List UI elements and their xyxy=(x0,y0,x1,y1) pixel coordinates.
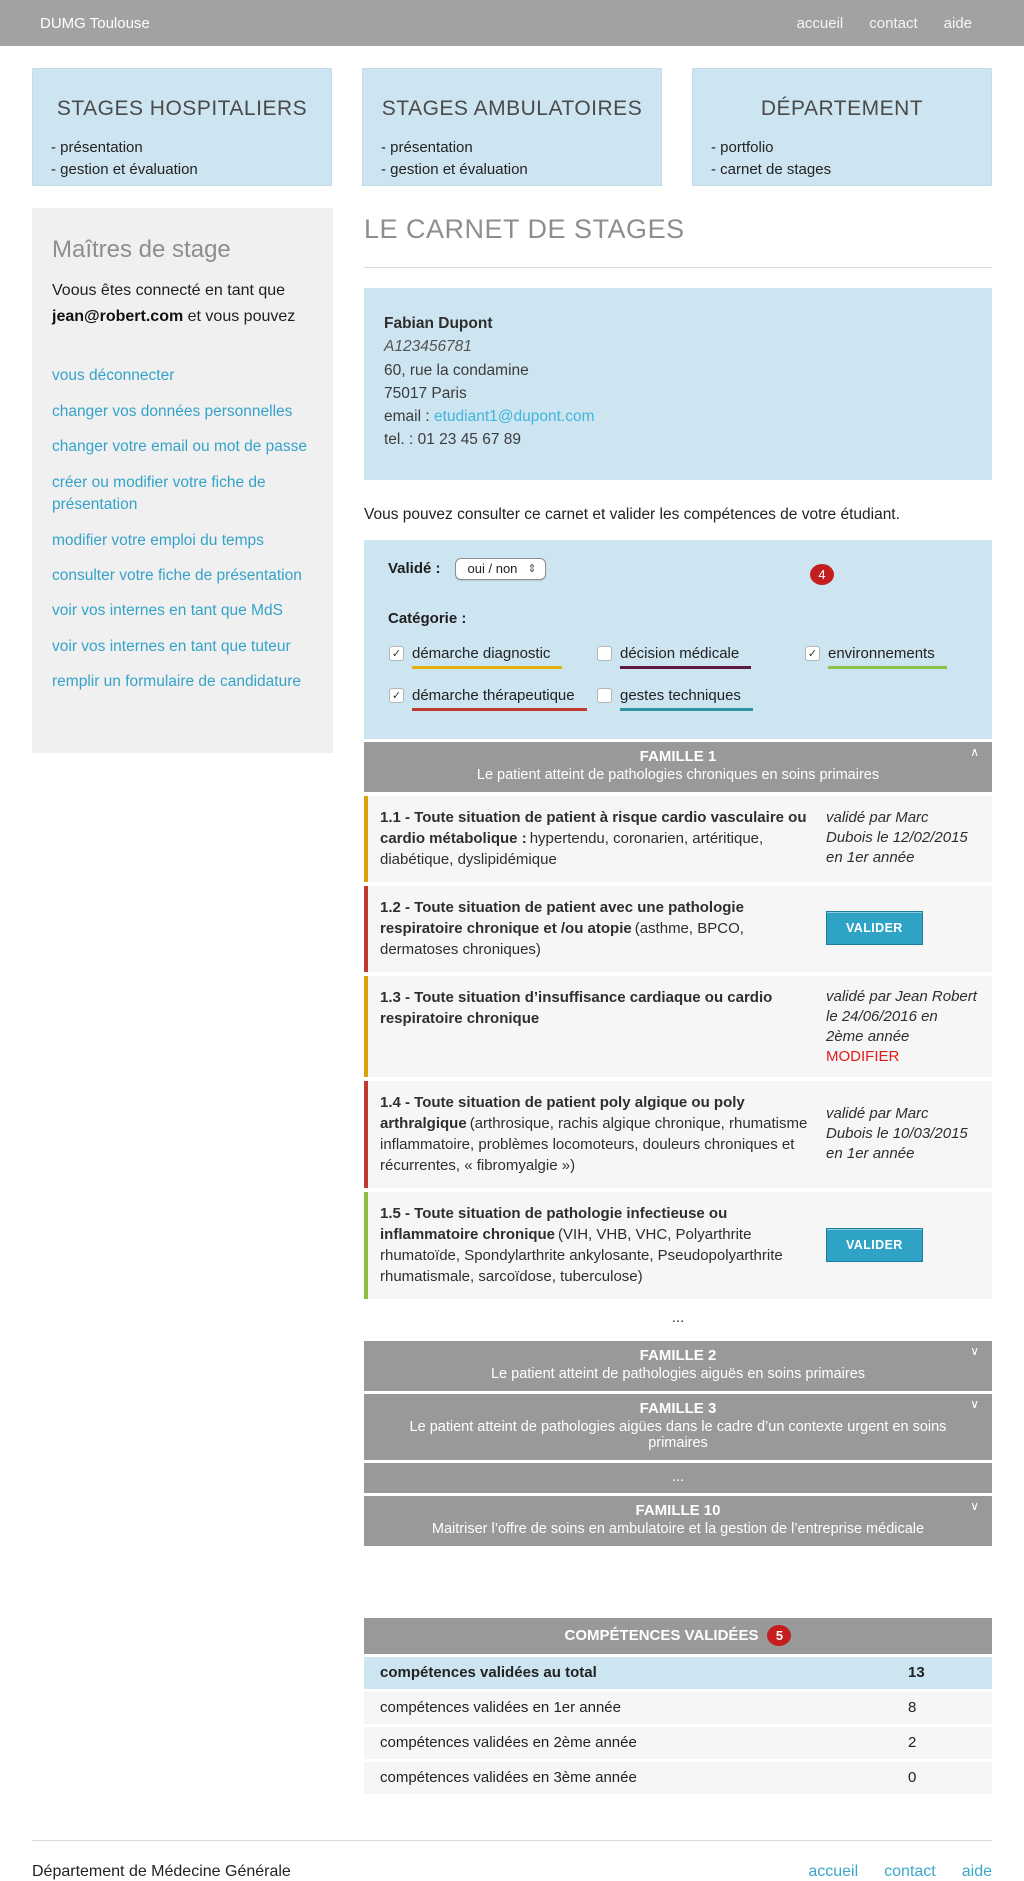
sidebar-links xyxy=(52,365,313,694)
competence-row-1-5 xyxy=(364,1192,992,1299)
nav-box-link-presentation[interactable]: - présentation xyxy=(381,139,473,156)
competence-title: 1.1 - Toute situation de patient à risque cardio vasculaire ou cardio métabolique : xyxy=(380,808,807,847)
famille-title: FAMILLE 3 xyxy=(639,1400,717,1418)
nav-box-link-presentation[interactable]: - présentation xyxy=(51,139,143,156)
categorie-label: Catégorie : xyxy=(388,609,467,627)
competence-title: 1.5 - Toute situation de pathologie infectieuse ou inflammatoire chronique xyxy=(380,1205,728,1244)
footer-nav-aide[interactable]: aide xyxy=(961,1863,992,1881)
student-id: A123456781 xyxy=(384,338,472,356)
category-label[interactable]: démarche thérapeutique xyxy=(412,687,587,711)
sidebar-title: Maîtres de stage xyxy=(52,236,231,263)
competence-row-1-1 xyxy=(364,796,992,882)
summary-row-3eme-annee xyxy=(364,1762,992,1794)
category-gestes-techniques xyxy=(597,687,805,711)
competence-detail: (arthrosique, rachis algique chronique, rhumatisme inflammatoire, problèmes locomoteurs, douleurs chroniques et récurrentes, « fibromyalgie ») xyxy=(380,1115,808,1175)
sidebar-link-formulaire-candidature[interactable]: remplir un formulaire de candidature xyxy=(52,673,301,691)
competence-row-1-3 xyxy=(364,976,992,1078)
category-label[interactable]: décision médicale xyxy=(620,645,751,669)
summary-row-value: 2 xyxy=(908,1734,917,1752)
competence-detail: (VIH, VHB, VHC, Polyarthrite rhumatoïde, Spondylarthrite ankylosante, Pseudopolyarthrite rhumatismale, sarcoïdose, tuberculose) xyxy=(380,1226,783,1286)
student-email-link[interactable]: etudiant1@dupont.com xyxy=(433,408,595,425)
nav-box-link-portfolio[interactable]: - portfolio xyxy=(711,139,774,156)
competence-title: 1.3 - Toute situation d’insuffisance cardiaque ou cardio respiratoire chronique xyxy=(380,988,773,1027)
page-footer xyxy=(0,1840,1024,1881)
summary-header-label: COMPÉTENCES VALIDÉES xyxy=(564,1627,759,1645)
summary-row-2eme-annee xyxy=(364,1727,992,1759)
summary-row-value: 8 xyxy=(908,1699,917,1717)
familles-ellipsis-bar: ... xyxy=(364,1463,992,1493)
student-info-card xyxy=(364,288,992,480)
sidebar-intro xyxy=(52,278,313,329)
nav-box-link-carnet[interactable]: - carnet de stages xyxy=(711,160,832,178)
summary-row-1er-annee xyxy=(364,1692,992,1724)
student-address-line2: 75017 Paris xyxy=(384,384,467,402)
famille-title: FAMILLE 10 xyxy=(635,1502,721,1520)
chevron-down-icon[interactable]: ∨ xyxy=(970,1344,979,1359)
student-name: Fabian Dupont xyxy=(384,315,493,332)
checkbox-demarche-diagnostic[interactable]: ✓ xyxy=(389,646,404,661)
category-environnements xyxy=(805,645,968,669)
famille-1-header[interactable] xyxy=(364,742,992,792)
competence-text xyxy=(380,897,812,960)
nav-box-title[interactable]: DÉPARTEMENT xyxy=(760,97,924,120)
nav-box-departement xyxy=(692,68,992,186)
sidebar-link-internes-tuteur[interactable]: voir vos internes en tant que tuteur xyxy=(52,637,291,655)
valide-label: Validé : xyxy=(388,560,441,577)
student-tel: tel. : 01 23 45 67 89 xyxy=(384,431,522,449)
summary-row-label: compétences validées au total xyxy=(380,1664,597,1682)
category-decision-medicale xyxy=(597,645,805,669)
famille-1-more-ellipsis: ... xyxy=(671,1309,685,1327)
filter-panel xyxy=(364,540,992,739)
summary-row-label: compétences validées en 1er année xyxy=(380,1699,621,1717)
student-email-label: email : xyxy=(384,408,434,425)
title-divider xyxy=(364,267,992,268)
nav-box-stages-ambulatoires xyxy=(362,68,662,186)
footer-department-text: Département de Médecine Générale xyxy=(32,1863,291,1881)
competence-text xyxy=(380,807,812,870)
sidebar-link-emploi-du-temps[interactable]: modifier votre emploi du temps xyxy=(52,531,264,549)
top-header-bar xyxy=(0,0,1024,46)
sidebar-link-fiche-presentation[interactable]: créer ou modifier votre fiche de présentation xyxy=(52,473,266,514)
top-nav xyxy=(797,15,972,32)
top-nav-accueil[interactable]: accueil xyxy=(796,14,844,32)
intro-paragraph: Vous pouvez consulter ce carnet et valider les compétences de votre étudiant. xyxy=(364,505,900,523)
sidebar-link-deconnecter[interactable]: vous déconnecter xyxy=(52,367,175,385)
competence-detail: hypertendu, coronarien, artéritique, diabétique, dyslipidémique xyxy=(380,829,764,868)
checkbox-gestes-techniques[interactable] xyxy=(597,688,612,703)
validation-status: validé par Marc Dubois le 10/03/2015 en 1er année xyxy=(826,1104,968,1163)
sidebar-link-internes-mds[interactable]: voir vos internes en tant que MdS xyxy=(52,602,283,620)
competence-text xyxy=(380,1092,812,1176)
competence-row-1-2 xyxy=(364,886,992,972)
competences-validees-table xyxy=(364,1618,992,1794)
chevron-up-icon[interactable]: ∧ xyxy=(970,744,979,759)
summary-row-value: 13 xyxy=(908,1664,925,1682)
footer-nav-accueil[interactable]: accueil xyxy=(808,1863,859,1881)
famille-10-header[interactable] xyxy=(364,1496,992,1546)
filter-count-badge: 4 xyxy=(810,564,834,585)
competence-text xyxy=(380,1203,812,1287)
footer-nav xyxy=(808,1863,992,1881)
category-label[interactable]: gestes techniques xyxy=(620,687,753,711)
sidebar-link-consulter-fiche[interactable]: consulter votre fiche de présentation xyxy=(52,567,302,584)
category-label[interactable]: démarche diagnostic xyxy=(412,645,562,669)
category-demarche-diagnostic xyxy=(389,645,597,669)
summary-count-badge: 5 xyxy=(767,1625,791,1646)
famille-3-header[interactable] xyxy=(364,1394,992,1460)
site-brand: DUMG Toulouse xyxy=(40,14,150,32)
nav-box-title[interactable]: STAGES AMBULATOIRES xyxy=(381,97,643,120)
summary-header xyxy=(364,1618,992,1654)
checkbox-environnements[interactable]: ✓ xyxy=(805,646,820,661)
top-nav-contact[interactable]: contact xyxy=(869,14,918,32)
valide-select-value: oui / non xyxy=(467,560,518,576)
famille-title: FAMILLE 2 xyxy=(639,1347,717,1365)
validation-status: validé par Jean Robert le 24/06/2016 en 2ème année xyxy=(826,987,977,1045)
top-nav-aide[interactable]: aide xyxy=(943,14,972,32)
summary-row-total xyxy=(364,1657,992,1689)
famille-subtitle: Maitriser l’offre de soins en ambulatoire et la gestion de l’entreprise médicale xyxy=(431,1521,925,1538)
student-address-line1: 60, rue la condamine xyxy=(384,361,529,379)
nav-box-link-gestion[interactable]: - gestion et évaluation xyxy=(51,160,198,178)
competence-text xyxy=(380,987,812,1066)
sidebar-intro-text-2: et vous pouvez xyxy=(183,307,296,325)
modifier-link[interactable]: MODIFIER xyxy=(826,1048,900,1066)
valider-button[interactable]: VALIDER xyxy=(826,911,923,945)
nav-box-title[interactable]: STAGES HOSPITALIERS xyxy=(56,97,308,120)
categorie-checkbox-grid xyxy=(388,645,968,711)
select-stepper-icon: ⇕ xyxy=(527,562,537,575)
famille-subtitle: Le patient atteint de pathologies aiguës en soins primaires xyxy=(490,1366,866,1383)
competence-title: 1.2 - Toute situation de patient avec une pathologie respiratoire chronique et /ou atopie xyxy=(380,898,744,937)
chevron-down-icon[interactable]: ∨ xyxy=(970,1499,979,1514)
summary-row-label: compétences validées en 3ème année xyxy=(380,1769,637,1787)
sidebar-maitres-de-stage xyxy=(32,208,333,753)
valider-button[interactable]: VALIDER xyxy=(826,1228,923,1262)
sidebar-link-donnees-personnelles[interactable]: changer vos données personnelles xyxy=(52,402,293,420)
student-email-row xyxy=(384,405,972,428)
page-title: LE CARNET DE STAGES xyxy=(364,214,685,244)
famille-2-header[interactable] xyxy=(364,1341,992,1391)
nav-box-link-gestion[interactable]: - gestion et évaluation xyxy=(381,160,528,178)
nav-box-stages-hospitaliers xyxy=(32,68,332,186)
competence-title: 1.4 - Toute situation de patient poly algique ou poly arthralgique xyxy=(380,1094,745,1133)
connected-user-email: jean@robert.com xyxy=(52,307,184,325)
section-nav-boxes xyxy=(32,68,992,186)
sidebar-intro-text: Voous êtes connecté en tant que xyxy=(52,282,286,299)
competence-detail: (asthme, BPCO, dermatoses chroniques) xyxy=(380,919,744,958)
main-content xyxy=(364,208,992,1794)
famille-title: FAMILLE 1 xyxy=(639,747,717,765)
checkbox-demarche-therapeutique[interactable]: ✓ xyxy=(389,688,404,703)
category-label[interactable]: environnements xyxy=(828,645,947,669)
competence-row-1-4 xyxy=(364,1081,992,1188)
chevron-down-icon[interactable]: ∨ xyxy=(970,1397,979,1412)
sidebar-link-email-mot-de-passe[interactable]: changer votre email ou mot de passe xyxy=(52,438,308,456)
famille-subtitle: Le patient atteint de pathologies aigües dans le cadre d’un contexte urgent en soins primaires xyxy=(409,1419,947,1452)
summary-row-label: compétences validées en 2ème année xyxy=(380,1734,637,1752)
summary-row-value: 0 xyxy=(908,1769,917,1787)
checkbox-decision-medicale[interactable] xyxy=(597,646,612,661)
footer-nav-contact[interactable]: contact xyxy=(884,1863,936,1881)
category-demarche-therapeutique xyxy=(389,687,597,711)
famille-subtitle: Le patient atteint de pathologies chroniques en soins primaires xyxy=(476,766,880,783)
valide-select[interactable] xyxy=(455,558,546,580)
validation-status: validé par Marc Dubois le 12/02/2015 en 1er année xyxy=(826,808,968,867)
